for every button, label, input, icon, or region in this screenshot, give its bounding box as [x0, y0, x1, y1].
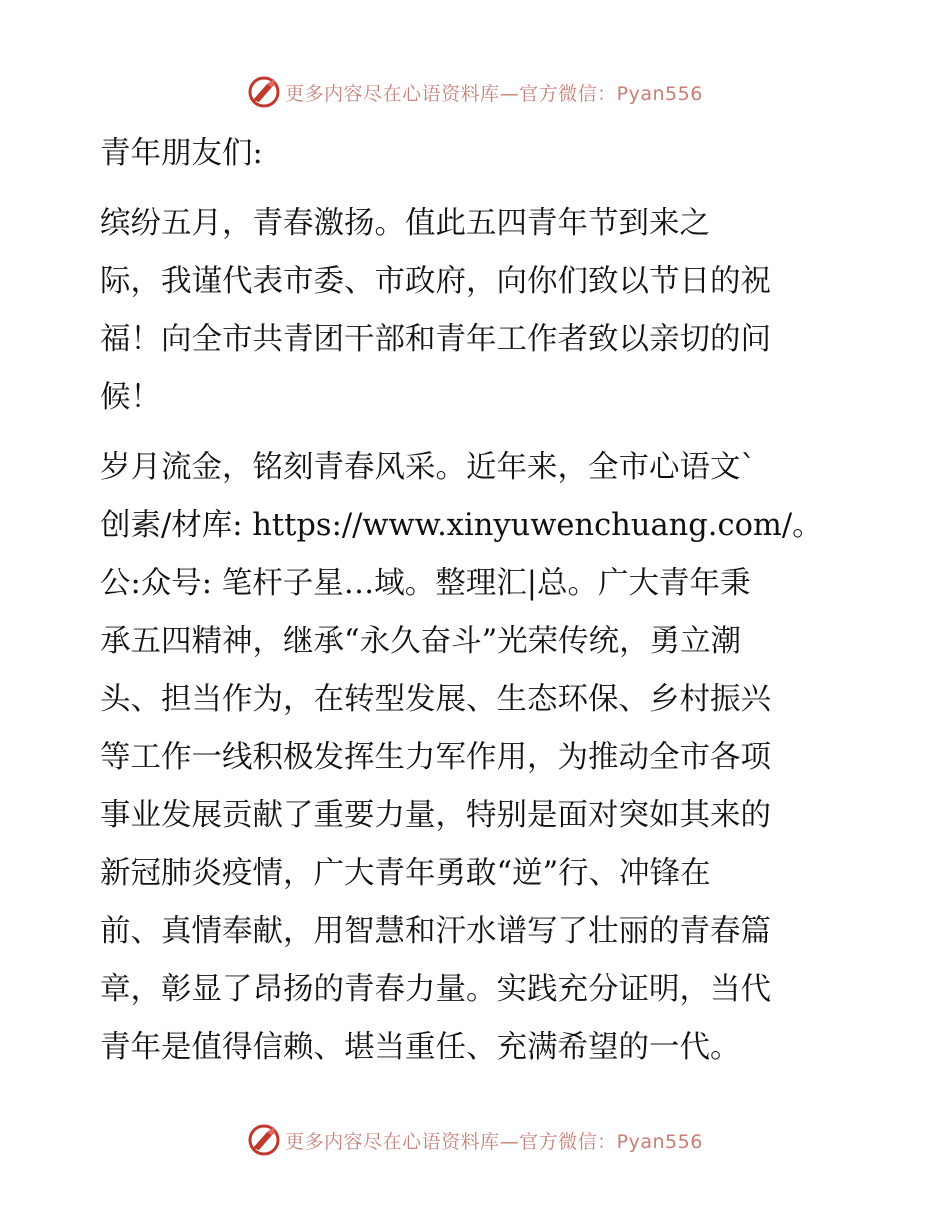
text-line: 事业发展贡献了重要力量，特别是面对突如其来的 — [100, 798, 771, 833]
text-line: 青年是值得信赖、堪当重任、充满希望的一代。 — [100, 1030, 741, 1065]
text-line: 岁月流金，铭刻青春风采。近年来，全市心语文` — [100, 450, 756, 485]
paragraph-body — [100, 439, 852, 1077]
logo-icon — [247, 75, 281, 109]
text-line: 新冠肺炎疫情，广大青年勇敢“逆”行、冲锋在 — [100, 856, 711, 891]
paragraph-salutation — [100, 125, 852, 183]
watermark-text: 更多内容尽在心语资料库—官方微信：Pyan556 — [285, 1130, 703, 1153]
logo-icon — [247, 1123, 281, 1157]
text-line: 创素/材库: https://www.xinyuwenchuang.com/。 — [100, 508, 823, 543]
text-line: 福！向全市共青团干部和青年工作者致以亲切的问 — [100, 322, 771, 357]
text-line: 候！ — [100, 380, 161, 415]
text-line: 等工作一线积极发挥生力军作用，为推动全市各项 — [100, 740, 771, 775]
text-line: 章，彰显了昂扬的青春力量。实践充分证明，当代 — [100, 972, 771, 1007]
text-line: 头、担当作为，在转型发展、生态环保、乡村振兴 — [100, 682, 771, 717]
text-line: 公:众号: 笔杆子星…域。整理汇|总。广大青年秉 — [100, 566, 751, 601]
document-body — [100, 125, 852, 1077]
text-line: 青年朋友们: — [100, 136, 263, 171]
text-line: 承五四精神，继承“永久奋斗”光荣传统，勇立潮 — [100, 624, 742, 659]
watermark-banner-bottom — [0, 1120, 950, 1160]
text-line: 缤纷五月，青春激扬。值此五四青年节到来之 — [100, 206, 710, 241]
watermark-banner-top — [0, 72, 950, 112]
text-line: 际，我谨代表市委、市政府，向你们致以节日的祝 — [100, 264, 771, 299]
paragraph-greeting — [100, 195, 852, 427]
text-line: 前、真情奉献，用智慧和汗水谱写了壮丽的青春篇 — [100, 914, 771, 949]
watermark-text: 更多内容尽在心语资料库—官方微信：Pyan556 — [285, 82, 703, 105]
